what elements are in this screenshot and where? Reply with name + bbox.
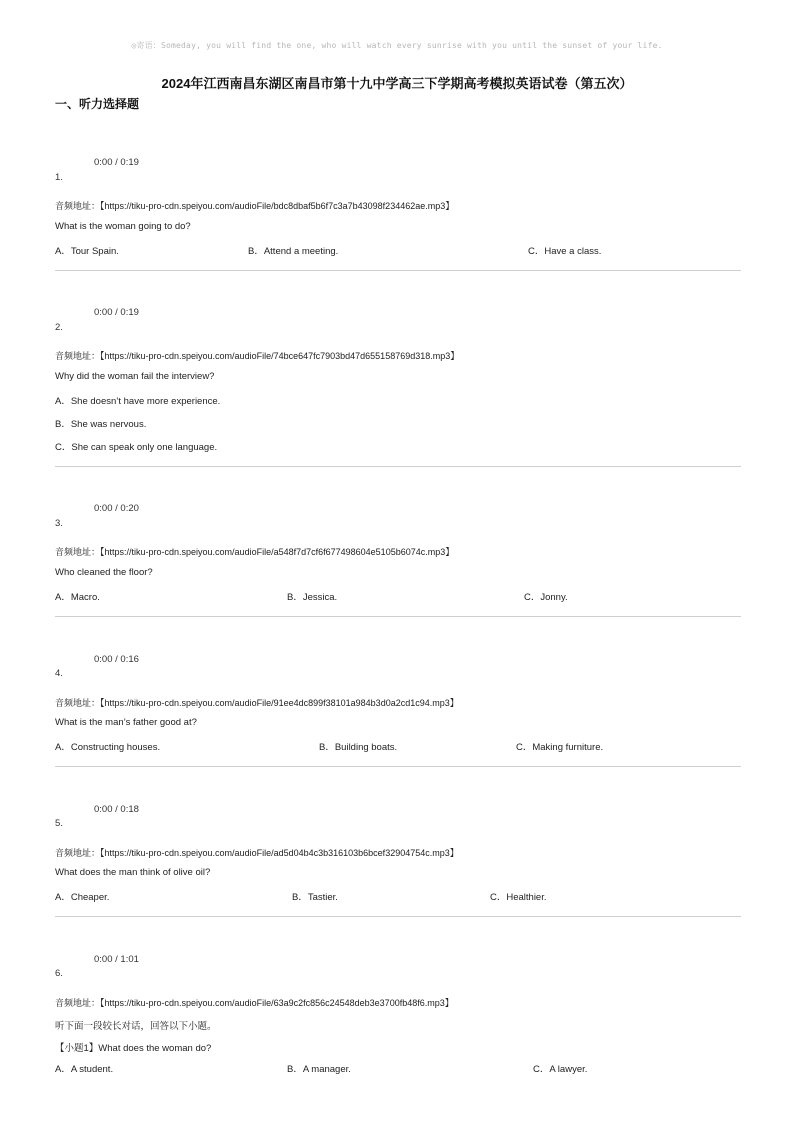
- section-heading: 一、听力选择题: [55, 97, 140, 111]
- audio-url: 音频地址：【https://tiku-pro-cdn.speiyou.com/audioFile/a548f7d7cf6f677498604e5105b6074c.mp3】: [55, 547, 455, 557]
- question-text: 【小题1】What does the woman do?: [55, 1043, 212, 1054]
- audio-url: 音频地址：【https://tiku-pro-cdn.speiyou.com/audioFile/63a9c2fc856c24548deb3e3700fb48f6.mp3】: [55, 998, 454, 1008]
- option-b[interactable]: B．Attend a meeting.: [248, 246, 339, 257]
- audio-url: 音频地址：【https://tiku-pro-cdn.speiyou.com/audioFile/74bce647fc7903bd47d655158769d318.mp3】: [55, 351, 460, 361]
- divider: [55, 466, 741, 467]
- divider: [55, 766, 741, 767]
- motto-watermark: ◎寄语：Someday, you will find the one, who will watch every sunrise with you until the sunset of your life.: [131, 41, 663, 50]
- question-number: 6.: [55, 968, 63, 979]
- divider: [55, 916, 741, 917]
- option-b[interactable]: B．She was nervous.: [55, 419, 147, 430]
- question-text: Who cleaned the floor?: [55, 567, 153, 578]
- option-b[interactable]: B．A manager.: [287, 1064, 351, 1075]
- audio-player-time[interactable]: 0:00 / 0:20: [94, 503, 139, 514]
- audio-player-time[interactable]: 0:00 / 0:19: [94, 307, 139, 318]
- question-number: 3.: [55, 518, 63, 529]
- question-text: What is the man’s father good at?: [55, 717, 197, 728]
- instruction-text: 听下面一段较长对话，回答以下小题。: [55, 1021, 217, 1032]
- question-number: 2.: [55, 322, 63, 333]
- question-text: What is the woman going to do?: [55, 221, 191, 232]
- audio-player-time[interactable]: 0:00 / 0:19: [94, 157, 139, 168]
- page-title: 2024年江西南昌东湖区南昌市第十九中学高三下学期高考模拟英语试卷（第五次）: [161, 76, 633, 91]
- option-b[interactable]: B．Jessica.: [287, 592, 338, 603]
- divider: [55, 270, 741, 271]
- question-number: 1.: [55, 172, 63, 183]
- option-a[interactable]: A．Macro.: [55, 592, 100, 603]
- audio-player-time[interactable]: 0:00 / 0:16: [94, 654, 139, 665]
- audio-url: 音频地址：【https://tiku-pro-cdn.speiyou.com/audioFile/91ee4dc899f38101a984b3d0a2cd1c94.mp3】: [55, 698, 459, 708]
- divider: [55, 616, 741, 617]
- question-text: Why did the woman fail the interview?: [55, 371, 215, 382]
- option-a[interactable]: A．Tour Spain.: [55, 246, 119, 257]
- question-text: What does the man think of olive oil?: [55, 867, 211, 878]
- audio-url: 音频地址：【https://tiku-pro-cdn.speiyou.com/audioFile/ad5d04b4c3b316103b6bcef32904754c.mp3】: [55, 848, 459, 858]
- question-number: 5.: [55, 818, 63, 829]
- option-a[interactable]: A．She doesn’t have more experience.: [55, 396, 221, 407]
- option-b[interactable]: B．Building boats.: [319, 742, 398, 753]
- option-b[interactable]: B．Tastier.: [292, 892, 338, 903]
- question-number: 4.: [55, 668, 63, 679]
- option-c[interactable]: C．Healthier.: [490, 892, 547, 903]
- option-c[interactable]: C．A lawyer.: [533, 1064, 588, 1075]
- option-c[interactable]: C．Jonny.: [524, 592, 568, 603]
- option-c[interactable]: C．She can speak only one language.: [55, 442, 218, 453]
- audio-player-time[interactable]: 0:00 / 1:01: [94, 954, 139, 965]
- option-c[interactable]: C．Making furniture.: [516, 742, 604, 753]
- option-a[interactable]: A．Constructing houses.: [55, 742, 161, 753]
- audio-url: 音频地址：【https://tiku-pro-cdn.speiyou.com/audioFile/bdc8dbaf5b6f7c3a7b43098f234462ae.mp3】: [55, 201, 455, 211]
- audio-player-time[interactable]: 0:00 / 0:18: [94, 804, 139, 815]
- option-c[interactable]: C．Have a class.: [528, 246, 602, 257]
- option-a[interactable]: A．A student.: [55, 1064, 114, 1075]
- option-a[interactable]: A．Cheaper.: [55, 892, 110, 903]
